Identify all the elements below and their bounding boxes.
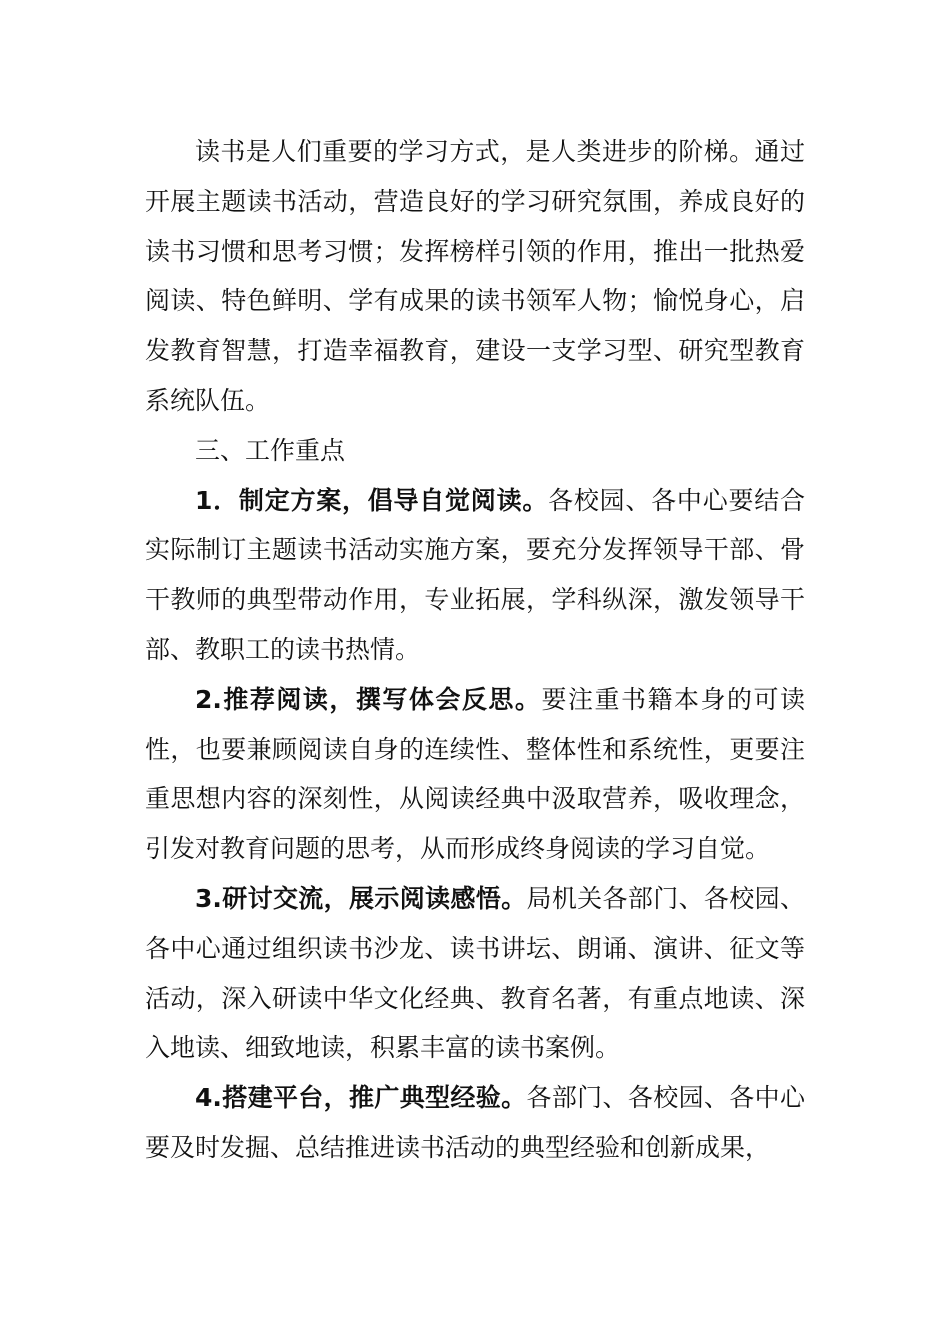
- paragraph-item-3: [145, 874, 805, 1073]
- paragraph-item-1-text: 各校园、各中心要结合实际制订主题读书活动实施方案，要充分发挥领导干部、骨干教师的典型带动作用，专业拓展，学科纵深，激发领导干部、教职工的读书热情。: [145, 485, 805, 664]
- paragraph-item-1: [145, 476, 805, 675]
- paragraph-item-3-text: 局机关各部门、各校园、各中心通过组织读书沙龙、读书讲坛、朗诵、演讲、征文等活动，深入研读中华文化经典、教育名著，有重点地读、深入地读、细致地读，积累丰富的读书案例。: [145, 883, 805, 1063]
- document-body: [145, 127, 805, 1173]
- paragraph-item-2-lead: 2.推荐阅读，撰写体会反思。: [195, 684, 542, 714]
- paragraph-item-4-text: 各部门、各校园、各中心要及时发掘、总结推进读书活动的典型经验和创新成果，: [145, 1083, 805, 1162]
- section-heading: [145, 426, 805, 476]
- paragraph-intro-text: 读书是人们重要的学习方式，是人类进步的阶梯。通过开展主题读书活动，营造良好的学习研究氛围，养成良好的读书习惯和思考习惯；发挥榜样引领的作用，推出一批热爱阅读、特色鲜明、学有成果的读书领军人物；愉悦身心，启发教育智慧，打造幸福教育，建设一支学习型、研究型教育系统队伍。: [145, 137, 805, 415]
- paragraph-item-2-text: 要注重书籍本身的可读性，也要兼顾阅读自身的连续性、整体性和系统性，更要注重思想内容的深刻性，从阅读经典中汲取营养，吸收理念，引发对教育问题的思考，从而形成终身阅读的学习自觉。: [145, 684, 805, 864]
- paragraph-item-2: [145, 675, 805, 874]
- section-heading-text: 三、工作重点: [195, 435, 346, 465]
- paragraph-intro: [145, 127, 805, 426]
- paragraph-item-4: [145, 1073, 805, 1173]
- paragraph-item-4-lead: 4.搭建平台，推广典型经验。: [195, 1083, 527, 1113]
- paragraph-item-3-lead: 3.研讨交流，展示阅读感悟。: [195, 883, 527, 913]
- paragraph-item-1-lead: 1．制定方案，倡导自觉阅读。: [195, 485, 549, 515]
